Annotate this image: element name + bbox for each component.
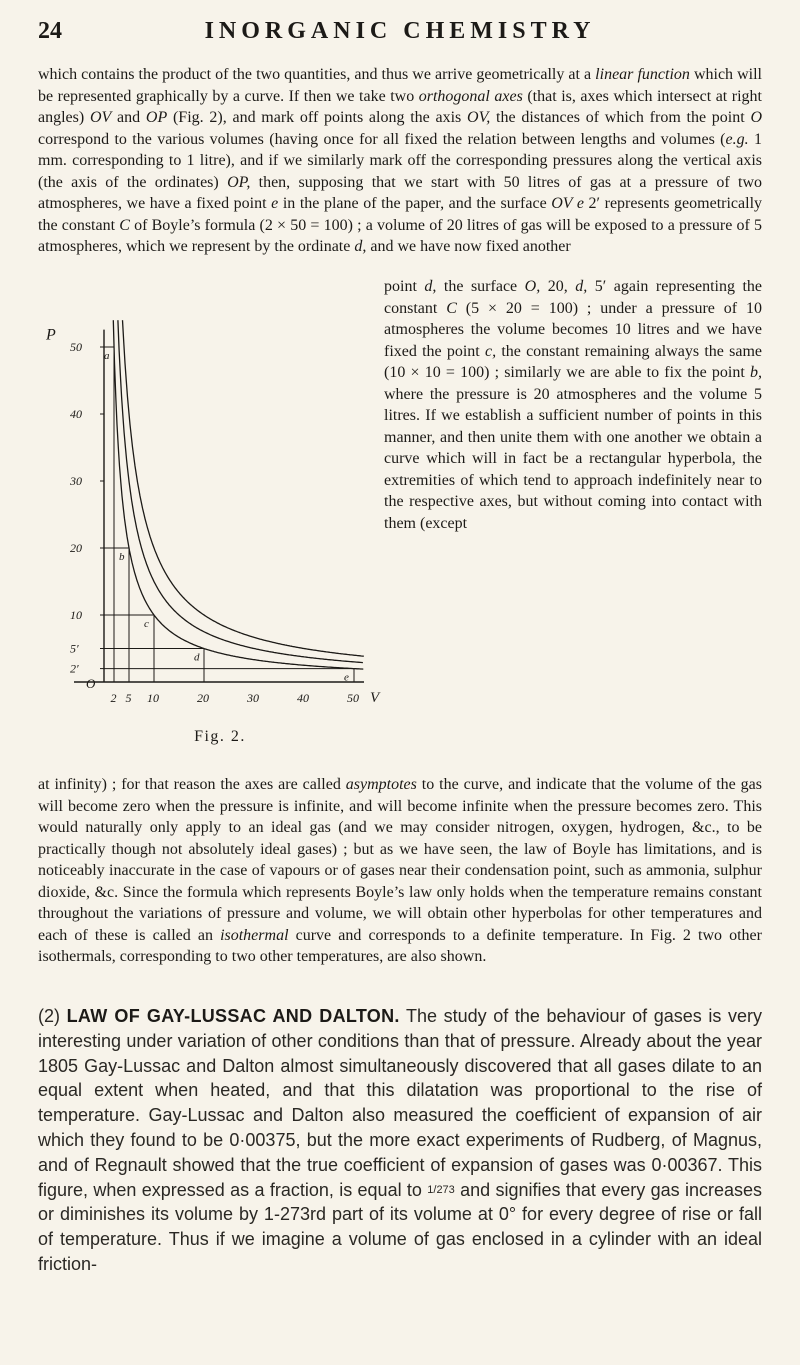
page-number: 24 [38,18,62,44]
isotherm-main [113,320,363,669]
y-tick-label-3: 20 [70,541,82,555]
p-axis-label: P [46,326,56,344]
section-text-2: and signifies that every gas increases or diminishes its volume by 1-273rd part of its volume at 0° for every degree of rise or fall of temperature. Thus if we imagine a volume of gas enclosed in a cylinder with an ideal friction- [38,1179,762,1274]
point-label-c: c [144,618,149,630]
point-label-e: e [344,671,349,684]
running-head: INORGANIC CHEMISTRY [204,18,596,44]
paragraph-beside-figure: point d, the surface O, 20, d, 5′ again representing the constant C (5 × 20 = 100) ; under a pressure of 10 atmospheres the volume becomes 10 litres and we have fixed the point c, the constant remaining always the same (10 × 10 = 100) ; similarly we are able to fix the point b, where the pressure is 20 atmospheres and the volume 5 litres. If we establish a sufficient number of points in this manner, and then unite them with one another we obtain a curve which will in fact be a rectangular hyperbola, the extremities of which tend to approach indefinitely near to the respective axes, but without coming into contact with them (except [384,278,763,532]
section-heading: LAW OF GAY-LUSSAC AND DALTON. [66,1006,400,1026]
isotherm-higher-2 [123,320,364,656]
y-tick-label-4: 10 [70,608,82,622]
x-tick-label-4: 30 [247,691,259,705]
y-tick-label-1: 40 [70,407,82,421]
point-label-d: d [194,651,200,664]
section-gay-lussac [38,1004,762,1277]
paragraph-intro: which contains the product of the two quantities, and thus we arrive geometrically at a linear function which will be represented graphically by a curve. If then we take two orthogonal axes (that is, axes which intersect at right angles) OV and OP (Fig. 2), and mark off points along the axis OV, the distances of which from the point O correspond to the various volumes (having once for all fixed the relation between lengths and volumes (e.g. 1 mm. corresponding to 1 litre), and if we similarly mark off the corresponding pressures along the vertical axis (the axis of the ordinates) OP, then, supposing that we start with 50 litres of gas at a pressure of two atmospheres, we have a fixed point e in the plane of the paper, and the surface OV e 2′ represents geometrically the constant C of Boyle’s formula (2 × 50 = 100) ; a volume of 20 litres of gas will be exposed to a pressure of 5 atmospheres, which we represent by the ordinate d, and we have now fixed another [38,66,763,255]
x-tick-label-5: 40 [297,691,309,705]
y-tick-label-0: 50 [70,340,82,354]
figure-caption: Fig. 2. [194,728,246,745]
fraction-one-273: 1/273 [427,1183,455,1196]
v-axis-label: V [370,690,380,706]
x-tick-label-3: 20 [197,691,209,705]
paragraph-asymptotes: at infinity) ; for that reason the axes are called asymptotes to the curve, and indicate that the volume of the gas will become zero when the pressure is infinite, and will become infinite when the pressure becomes zero. This would naturally only apply to an ideal gas (and we may consider nitrogen, oxygen, hydrogen, &c., to be practically though not absolutely ideal gases) ; but as we have seen, the law of Boyle has limitations, and is noticeably inaccurate in the case of vapours or of gases near their condensation point, such as ammonia, sulphur dioxide, &c. Since the formula which represents Boyle’s law only holds when the temperature remains constant throughout the variations of pressure and volume, we will obtain other hyperbolas for other temperatures and each of these is called an isothermal curve and corresponds to a definite temperature. In Fig. 2 two other isothermals, corresponding to two other temperatures, are also shown. [38,776,763,965]
section-number: (2) [38,1006,60,1026]
isotherm-higher-1 [118,320,363,662]
y-tick-label-6: 2′ [70,661,79,676]
page-header [38,18,762,54]
point-label-a: a [104,350,110,362]
x-tick-label-1: 5 [125,691,132,705]
x-tick-label-2: 10 [147,691,159,705]
y-tick-label-2: 30 [70,474,82,488]
x-tick-label-0: 2 [110,691,117,705]
x-tick-label-6: 50 [347,691,359,705]
origin-label: O [86,676,96,691]
point-label-b: b [119,551,125,563]
section-text-1: The study of the behaviour of gases is very interesting under variation of other conditions than that of pressure. Already about the year 1805 Gay-Lussac and Dalton almost simultaneously discovered that all gases dilate to an equal extent when heated, and that this dilatation was proportional to the rise of temperature. Gay-Lussac and Dalton also measured the coefficient of expansion of air which they found to be 0·00375, but the more exact experiments of Rudberg, of Magnus, and of Regnault showed that the true coefficient of expansion of gases was 0·00367. This figure, when expressed as a fraction, is equal to [38,1006,762,1200]
y-tick-label-5: 5′ [70,641,79,656]
boyle-isotherm-figure [38,270,384,730]
